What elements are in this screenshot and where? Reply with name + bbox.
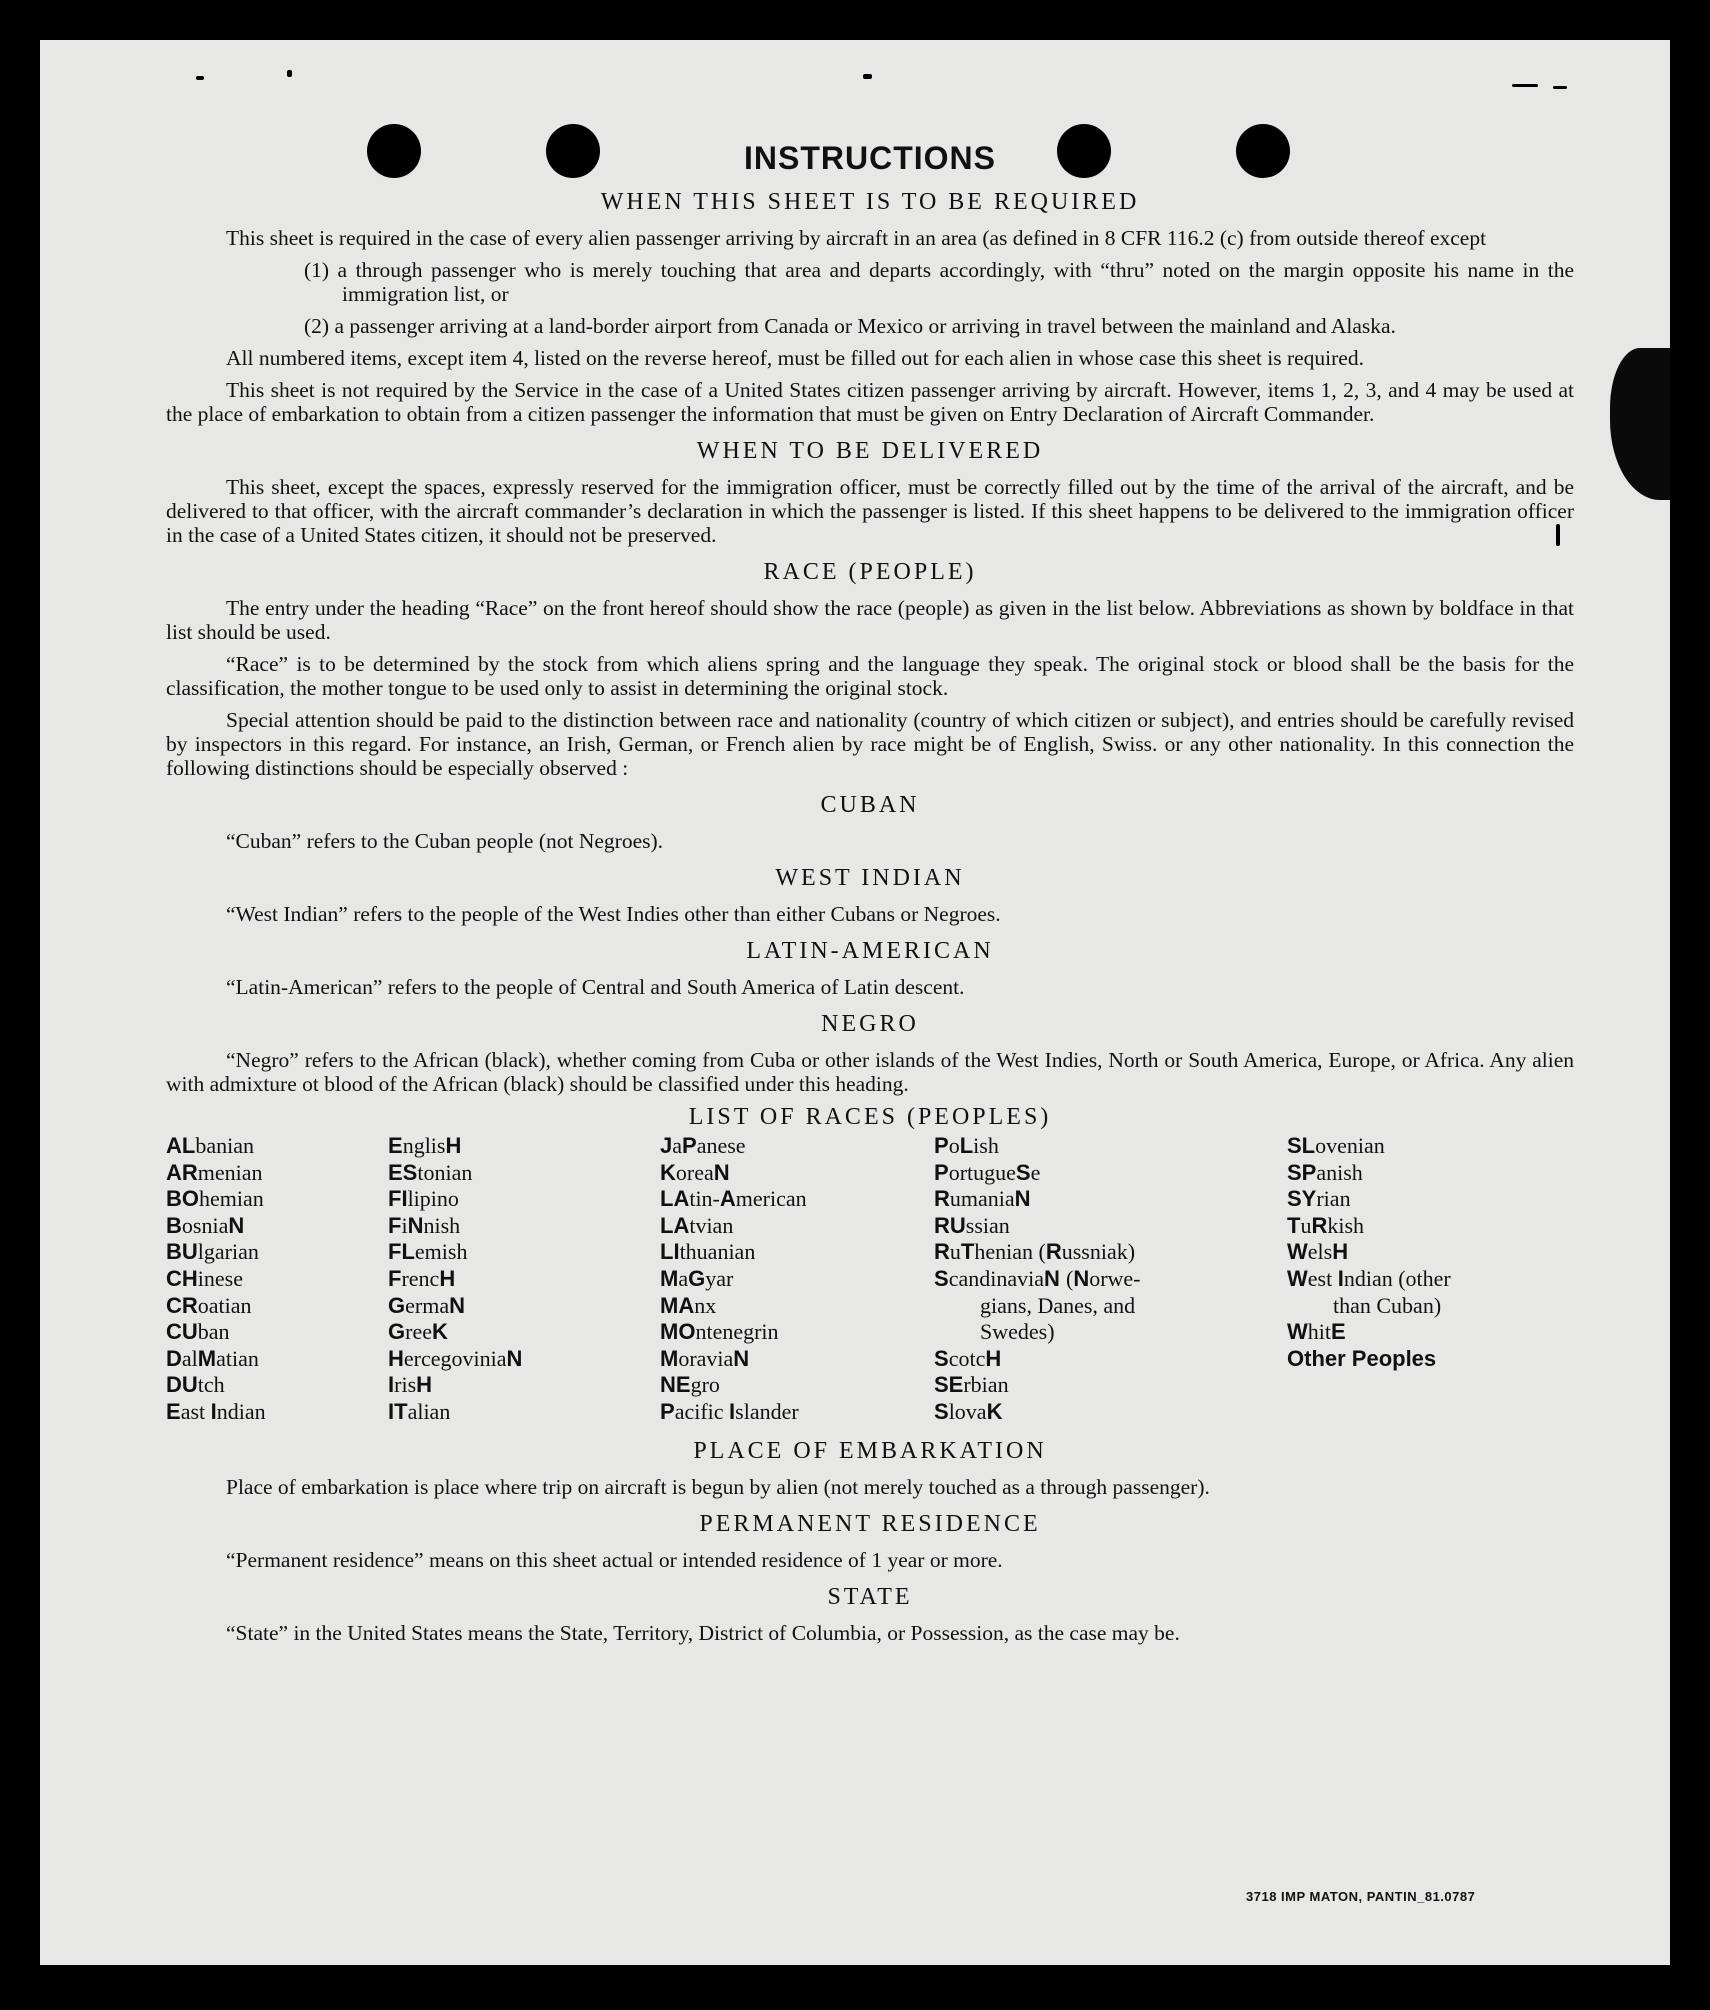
ink-speck [1553, 86, 1567, 89]
race-column [388, 1133, 660, 1426]
section-heading-required: WHEN THIS SHEET IS TO BE REQUIRED [600, 189, 1140, 215]
race-entry: MoraviaN [660, 1345, 750, 1371]
race-entry: GreeK [388, 1319, 448, 1345]
paragraph: “Permanent residence” means on this sheet actual or intended residence of 1 year or more. [226, 1547, 1003, 1572]
race-column [1287, 1133, 1547, 1426]
race-entry: CRoatian [166, 1292, 252, 1318]
race-entry: BOhemian [166, 1186, 264, 1212]
torn-edge [1610, 348, 1670, 500]
paragraph: “Negro” refers to the African (black), whether coming from Cuba or other islands of the West Indies, North or South America, Europe, or Africa. Any alien with admixture ot blood of the African (black) should be classified under this heading. [166, 1048, 1574, 1096]
race-entry: West Indian (other [1287, 1265, 1451, 1291]
race-entry: Other Peoples [1287, 1345, 1437, 1371]
race-entry: MaGyar [660, 1265, 734, 1291]
section-heading-latin-american: LATIN-AMERICAN [746, 938, 994, 964]
race-entry: FLemish [388, 1239, 468, 1265]
race-entry: BUlgarian [166, 1239, 259, 1265]
race-entry: LIthuanian [660, 1239, 756, 1265]
section-heading-west-indian: WEST INDIAN [775, 865, 965, 891]
paragraph: This sheet, except the spaces, expressly reserved for the immigration officer, must be correctly filled out by the time of the arrival of the aircraft, and be delivered to that officer, with the aircraft commander’s declaration in which the passenger is listed. If this sheet happens to be delivered to the immigration officer in the case of a United States citizen, it should not be preserved. [166, 475, 1574, 547]
race-entry: FiNnish [388, 1212, 461, 1238]
race-entry: SYrian [1287, 1186, 1351, 1212]
race-entry: EnglisH [388, 1133, 462, 1158]
race-column [660, 1133, 934, 1426]
race-entry: SErbian [934, 1372, 1009, 1398]
race-entry: LAtvian [660, 1212, 734, 1238]
section-heading-residence: PERMANENT RESIDENCE [699, 1510, 1041, 1537]
race-entry: ITalian [388, 1398, 451, 1424]
race-entry: DUtch [166, 1372, 225, 1398]
exception-item: (1) a through passenger who is merely touching that area and departs accordingly, with “thru” noted on the margin opposite his name in the immigration list, or [304, 258, 1574, 306]
race-entry: ARmenian [166, 1159, 263, 1185]
section-heading-state: STATE [827, 1583, 913, 1610]
ink-speck [196, 76, 204, 80]
race-entry: CUban [166, 1319, 230, 1345]
race-entry: NEgro [660, 1372, 720, 1398]
race-entry: WhitE [1287, 1319, 1346, 1345]
race-entry: HercegoviniaN [388, 1345, 523, 1371]
paragraph: Special attention should be paid to the distinction between race and nationality (country of which citizen or subject), and entries should be carefully revised by inspectors in this regard. For instance, an Irish, German, or French alien by race might be of English, Swiss. or any other nationality. In this connection the following distinctions should be especially observed : [166, 708, 1574, 780]
ink-speck [863, 74, 872, 79]
race-entry: Swedes) [980, 1319, 1055, 1345]
paragraph: “West Indian” refers to the people of the West Indies other than either Cubans or Negroes. [226, 902, 1001, 926]
race-entry: TuRkish [1287, 1212, 1365, 1238]
paragraph: The entry under the heading “Race” on the front hereof should show the race (people) as given in the list below. Abbreviations as shown by boldface in that list should be used. [166, 596, 1574, 644]
race-entry: JaPanese [660, 1133, 746, 1158]
race-entry: RumaniaN [934, 1186, 1031, 1212]
race-entry: DalMatian [166, 1345, 259, 1371]
race-entry: East Indian [166, 1398, 266, 1424]
page-title: INSTRUCTIONS [744, 140, 996, 176]
race-entry: IrisH [388, 1372, 433, 1398]
race-entry: FIlipino [388, 1186, 459, 1212]
race-entry: Pacific Islander [660, 1398, 799, 1424]
exception-item: (2) a passenger arriving at a land-border airport from Canada or Mexico or arriving in travel between the mainland and Alaska. [304, 314, 1396, 338]
ink-speck [287, 70, 292, 77]
ink-speck [1512, 84, 1538, 87]
section-heading-delivered: WHEN TO BE DELIVERED [696, 438, 1044, 464]
race-entry: gians, Danes, and [980, 1292, 1136, 1318]
race-entry: than Cuban) [1333, 1292, 1442, 1318]
printer-mark: 3718 IMP MATON, PANTIN_81.0787 [1246, 1889, 1476, 1904]
section-heading-race: RACE (PEOPLE) [763, 559, 977, 585]
race-entry: ScandinaviaN (Norwe- [934, 1265, 1141, 1291]
race-entry: CHinese [166, 1265, 243, 1291]
race-entry: KoreaN [660, 1159, 730, 1185]
paragraph: Place of embarkation is place where trip on aircraft is begun by alien (not merely touched as a through passenger). [226, 1474, 1210, 1499]
race-column [934, 1133, 1287, 1426]
race-entry: PoLish [934, 1133, 999, 1158]
section-heading-cuban: CUBAN [820, 792, 920, 818]
instructions-content [166, 140, 1574, 1653]
paragraph: This sheet is required in the case of every alien passenger arriving by aircraft in an area (as defined in 8 CFR 116.2 (c) from outside thereof except [226, 226, 1487, 250]
race-entry: FrencH [388, 1265, 456, 1291]
race-entry: LAtin-American [660, 1186, 807, 1212]
race-entry: MAnx [660, 1292, 717, 1318]
section-heading-list-of-races: LIST OF RACES (PEOPLES) [688, 1104, 1052, 1130]
race-entry: MOntenegrin [660, 1319, 779, 1345]
race-entry: SlovaK [934, 1398, 1003, 1424]
race-entry: RuThenian (Russniak) [934, 1239, 1136, 1265]
paragraph: “Race” is to be determined by the stock from which aliens spring and the language they speak. The original stock or blood shall be the basis for the classification, the mother tongue to be used only to assist in determining the original stock. [166, 652, 1574, 700]
paragraph: All numbered items, except item 4, listed on the reverse hereof, must be filled out for each alien in whose case this sheet is required. [226, 346, 1364, 370]
race-entry: BosniaN [166, 1212, 245, 1238]
race-list [166, 1133, 1574, 1426]
race-entry: GermaN [388, 1292, 465, 1318]
paragraph: This sheet is not required by the Service in the case of a United States citizen passenger arriving by aircraft. However, items 1, 2, 3, and 4 may be used at the place of embarkation to obtain from a citizen passenger the information that must be given on Entry Declaration of Aircraft Commander. [166, 378, 1574, 426]
race-entry: PortugueSe [934, 1159, 1041, 1185]
race-entry: ALbanian [166, 1133, 254, 1158]
race-entry: SLovenian [1287, 1133, 1385, 1158]
section-heading-embarkation: PLACE OF EMBARKATION [693, 1437, 1047, 1464]
paragraph: “Cuban” refers to the Cuban people (not Negroes). [226, 829, 664, 853]
race-entry: ScotcH [934, 1345, 1002, 1371]
paragraph: “State” in the United States means the State, Territory, District of Columbia, or Possession, as the case may be. [226, 1620, 1180, 1645]
race-entry: WelsH [1287, 1239, 1349, 1265]
document-sheet [40, 40, 1670, 1965]
race-column [166, 1133, 388, 1426]
race-entry: SPanish [1287, 1159, 1363, 1185]
race-entry: RUssian [934, 1212, 1010, 1238]
race-entry: EStonian [388, 1159, 473, 1185]
section-heading-negro: NEGRO [821, 1011, 919, 1037]
paragraph: “Latin-American” refers to the people of Central and South America of Latin descent. [226, 975, 965, 999]
